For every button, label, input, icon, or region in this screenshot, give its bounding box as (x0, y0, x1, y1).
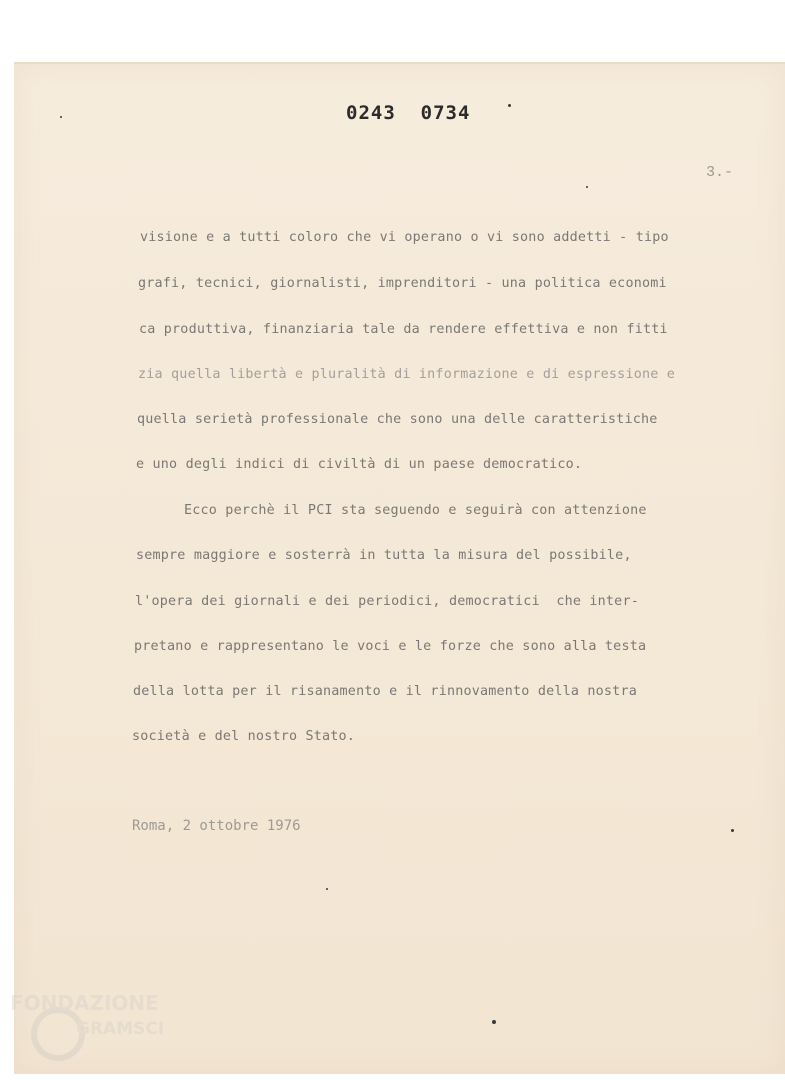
body-line-12: società e del nostro Stato. (132, 729, 356, 744)
speck (326, 888, 328, 890)
paper-sheet (14, 62, 785, 1074)
body-line-10: pretano e rappresentano le voci e le forze che sono alla testa (134, 639, 647, 654)
document-number: 0243 0734 (346, 102, 471, 124)
closing-date: Roma, 2 ottobre 1976 (132, 818, 301, 834)
body-line-2: grafi, tecnici, giornalisti, imprenditori - una politica economi (138, 276, 667, 291)
speck (508, 104, 511, 107)
body-line-9: l'opera dei giornali e dei periodici, democratici che inter- (135, 594, 639, 609)
body-line-1: visione e a tutti coloro che vi operano o vi sono addetti - tipo (140, 230, 669, 245)
watermark-line2: GRAMSCI (76, 1019, 165, 1039)
body-line-11: della lotta per il risanamento e il rinnovamento della nostra (133, 684, 637, 699)
body-line-8: sempre maggiore e sosterrà in tutta la misura del possibile, (136, 548, 632, 563)
speck (492, 1020, 496, 1024)
speck (731, 829, 734, 832)
body-line-5: quella serietà professionale che sono una delle caratteristiche (137, 412, 658, 427)
watermark-logo (6, 988, 176, 1068)
watermark-line1: FONDAZIONE (10, 991, 159, 1015)
body-line-4: zia quella libertà e pluralità di informazione e di espressione e (138, 367, 676, 382)
speck (586, 186, 588, 188)
body-line-3: ca produttiva, finanziaria tale da rendere effettiva e non fitti (139, 322, 668, 337)
speck (60, 116, 62, 118)
body-line-6: e uno degli indici di civiltà di un paese democratico. (136, 457, 583, 472)
body-line-7: Ecco perchè il PCI sta seguendo e seguirà con attenzione (184, 503, 647, 518)
page-number: 3.- (706, 164, 734, 181)
